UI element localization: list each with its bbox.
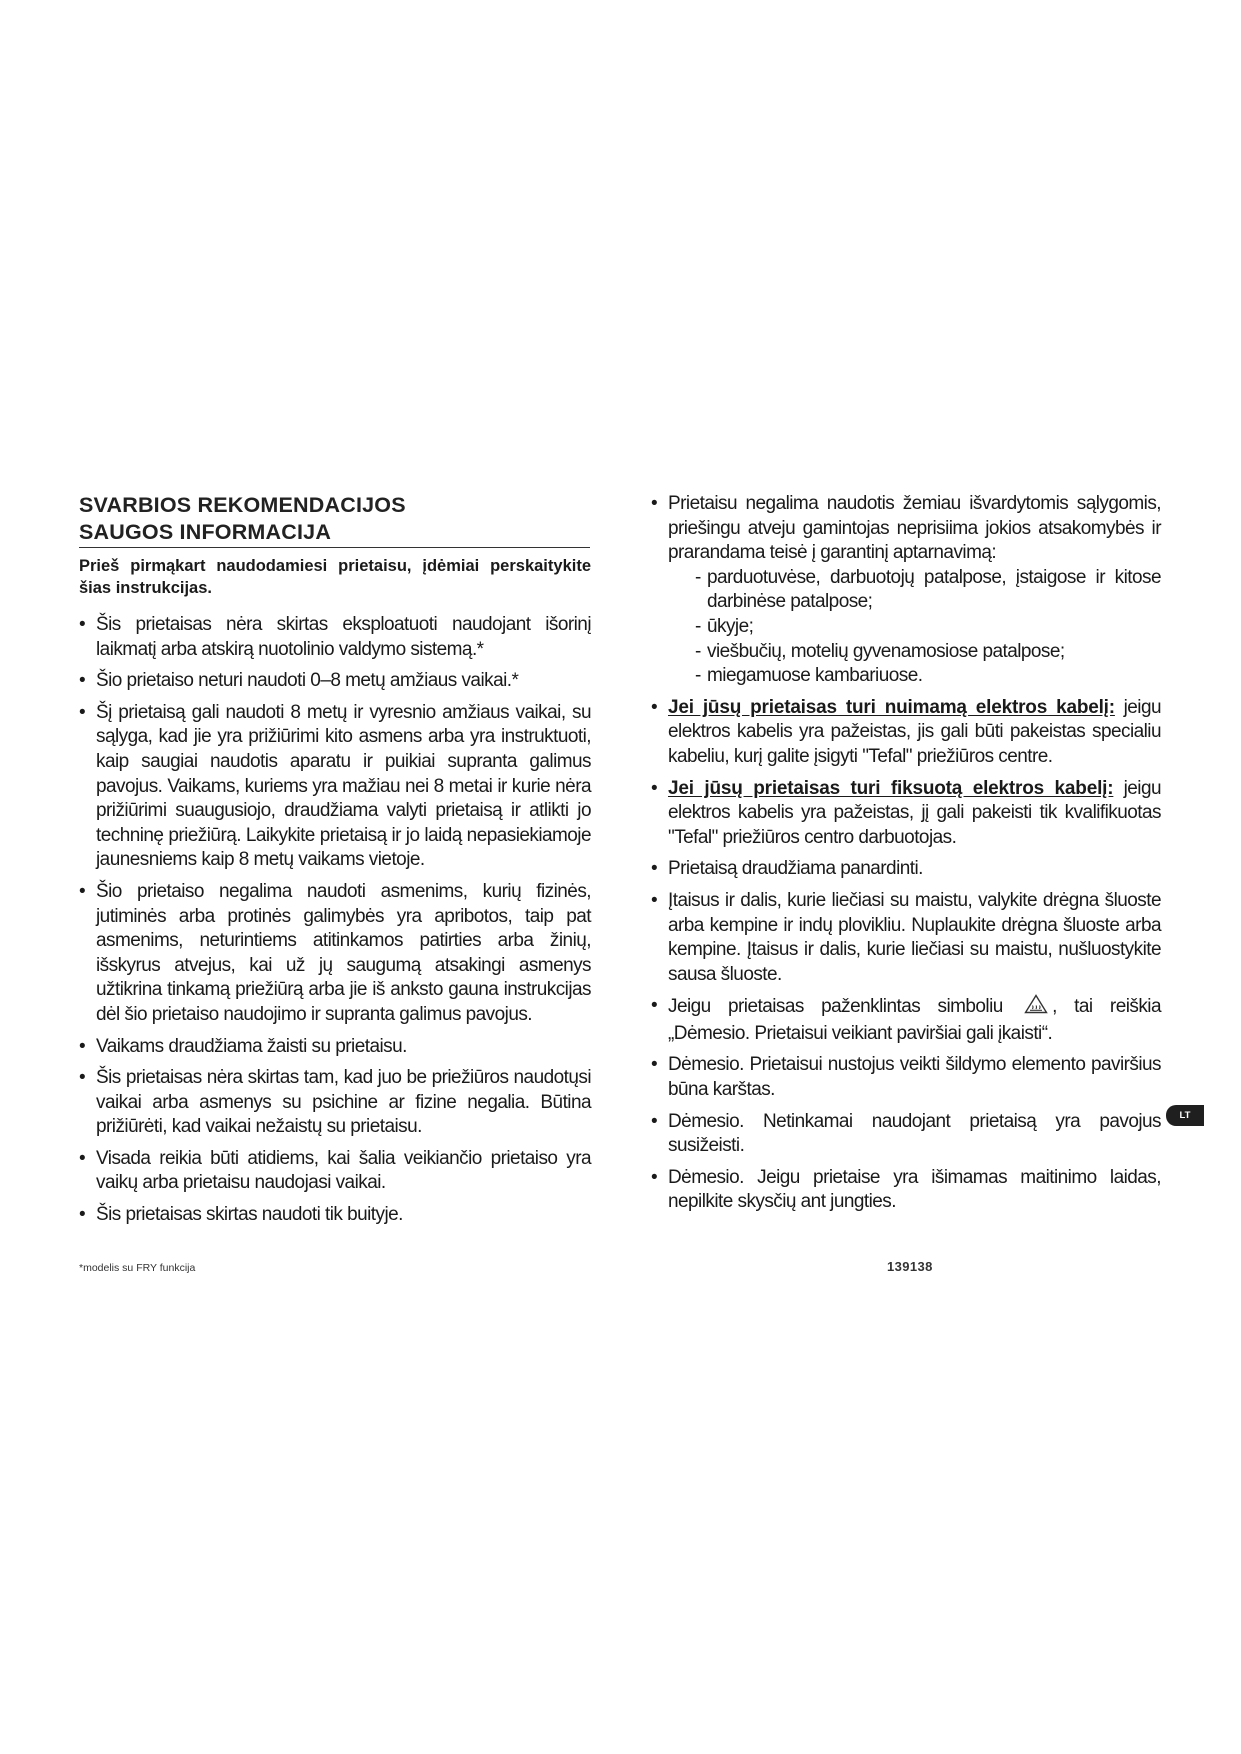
title-line-1: SVARBIOS REKOMENDACIJOS — [79, 493, 406, 517]
title-underline — [79, 547, 590, 548]
footnote: *modelis su FRY funkcija — [79, 1262, 196, 1274]
symbol-text-before: Jeigu prietaisas paženklintas simboliu — [668, 996, 1003, 1018]
list-item: • Šio prietaiso negalima naudoti asmenims, kurių fizinės, jutiminės arba protinės galimybės yra apribotos, taip pat asmenims, neturintiems atitinkamos patirties arba žinių, išskyrus atvejus, kai už jų saugumą atsakingi asmenys užtikrina tinkamą priežiūrą arba jie iš anksto gauna instrukcijas dėl šio prietaiso naudojimo ir supranta galimus pavojus. — [79, 880, 591, 1028]
removable-cable-text: jeigu elektros kabelis yra pažeistas, jis gali būti pakeistas specialiu kabeliu, kurį galite įsigyti "Tefal" priežiūros centre. — [668, 696, 1161, 767]
right-column — [651, 492, 1161, 1222]
list-item: • Šis prietaisas nėra skirtas tam, kad juo be priežiūros naudotųsi vaikai arba asmenys su psichine ar fizine negalia. Būtina prižiūrėti, kad vaikai nežaistų su prietaisu. — [79, 1066, 591, 1140]
heat-warning-item: • Dėmesio. Prietaisui nustojus veikti šildymo elemento paviršius būna karštas. — [651, 1053, 1161, 1102]
list-item: • Visada reikia būti atidiems, kai šalia veikiančio prietaiso yra vaikų arba prietaisu naudojasi vaikai. — [79, 1147, 591, 1196]
conditions-intro: Prietaisu negalima naudotis žemiau išvardytomis sąlygomis, priešingu atveju gamintojas neprisiima jokios atsakomybės ir prarandama teisė į garantinį aptarnavimą: — [668, 493, 1161, 564]
fixed-cable-item — [651, 777, 1161, 851]
list-item: • Vaikams draudžiama žaisti su prietaisu. — [79, 1035, 591, 1060]
cleaning-item: • Įtaisus ir dalis, kurie liečiasi su maistu, valykite drėgna šluoste arba kempine ir indų plovikliu. Nuplaukite drėgna šluoste arba kempine. Įtaisus ir dalis, kurie liečiasi su maistu, nušluostykite sausa šluoste. — [651, 889, 1161, 987]
conditions-item — [651, 492, 1161, 689]
conditions-list — [668, 566, 1161, 689]
removable-cable-lead: Jei jūsų prietaisas turi nuimamą elektros kabelį: — [668, 696, 1115, 718]
list-item: • Šio prietaiso neturi naudoti 0–8 metų amžiaus vaikai.* — [79, 669, 591, 694]
list-item: • Šį prietaisą gali naudoti 8 metų ir vyresnio amžiaus vaikai, su sąlyga, kad jie yra prižiūrimi kito asmens arba yra instruktuoti, kaip saugiai naudotis aparatu ir puikiai supranta galimus pavojus. Vaikams, kuriems yra mažiau nei 8 metai ir kurie nėra prižiūrimi suaugusiojo, draudžiama valyti prietaisą ir atlikti jo techninę priežiūrą. Laikykite prietaisą ir jo laidą nepasiekiamoje jaunesniems kaip 8 metų vaikams vietoje. — [79, 701, 591, 873]
condition-item: - miegamuose kambariuose. — [695, 664, 1161, 689]
injury-warning-item: • Dėmesio. Netinkamai naudojant prietaisą yra pavojus susižeisti. — [651, 1110, 1161, 1159]
title-line-2: SAUGOS INFORMACIJA — [79, 520, 332, 544]
symbol-item — [651, 994, 1161, 1046]
liquid-warning-item: • Dėmesio. Jeigu prietaise yra išimamas maitinimo laidas, nepilkite skysčių ant jungties. — [651, 1166, 1161, 1215]
left-column — [79, 492, 591, 1235]
hot-surface-warning-icon — [1024, 994, 1048, 1022]
intro-text: Prieš pirmąkart naudodamiesi prietaisu, įdėmiai perskaitykite šias instrukcijas. — [79, 557, 591, 597]
immersion-item: • Prietaisą draudžiama panardinti. — [651, 857, 1161, 882]
language-tab: LT — [1166, 1105, 1204, 1126]
fixed-cable-lead: Jei jūsų prietaisas turi fiksuotą elektros kabelį: — [668, 777, 1114, 799]
symbol-text-after: , tai reiškia „Dėmesio. Prietaisui veikiant paviršiai gali įkaisti“. — [668, 996, 1161, 1044]
document-number: 139138 — [887, 1259, 933, 1274]
removable-cable-item — [651, 696, 1161, 770]
right-safety-list — [651, 492, 1161, 1215]
condition-item: - ūkyje; — [695, 615, 1161, 640]
condition-item: - parduotuvėse, darbuotojų patalpose, įstaigose ir kitose darbinėse patalpose; — [695, 566, 1161, 615]
list-item: • Šis prietaisas nėra skirtas eksploatuoti naudojant išorinį laikmatį arba atskirą nuotolinio valdymo sistemą.* — [79, 613, 591, 662]
fixed-cable-text: jeigu elektros kabelis yra pažeistas, jį gali pakeisti tik kvalifikuotas "Tefal" priežiūros centro darbuotojas. — [668, 777, 1161, 848]
condition-item: - viešbučių, motelių gyvenamosiose patalpose; — [695, 640, 1161, 665]
left-safety-list — [79, 613, 591, 1228]
list-item: • Šis prietaisas skirtas naudoti tik buityje. — [79, 1203, 591, 1228]
